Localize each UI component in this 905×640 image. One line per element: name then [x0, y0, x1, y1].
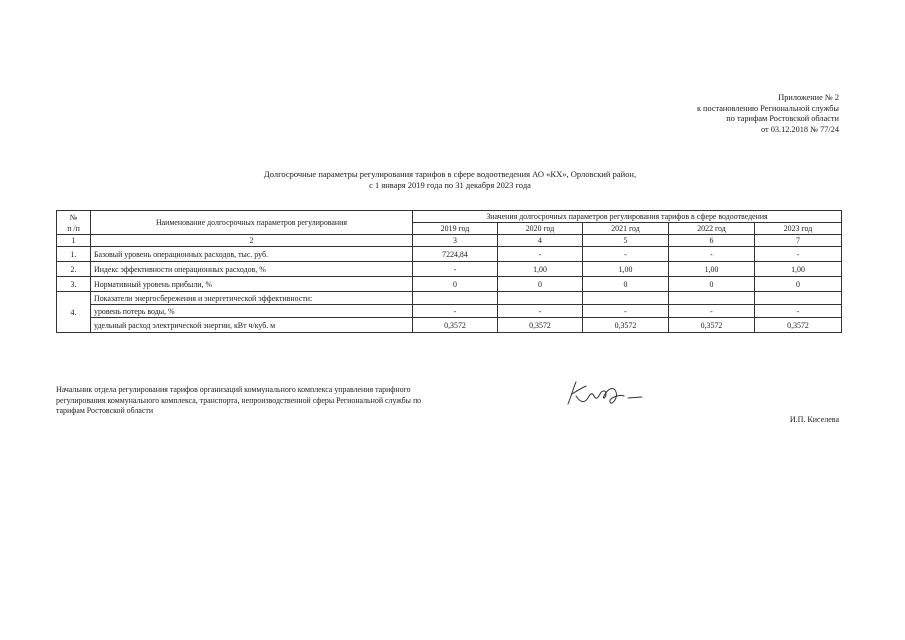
row-value-empty — [669, 292, 755, 305]
row-name: удельный расход электрической энергии, кВт ч/куб. м — [91, 318, 413, 333]
header-name: Наименование долгосрочных параметров регулирования — [91, 211, 413, 235]
row-value: 7224,84 — [413, 247, 498, 262]
row-value: - — [413, 262, 498, 277]
row-num: 1. — [57, 247, 91, 262]
row-value-empty — [583, 292, 669, 305]
table-row — [57, 318, 842, 333]
row-value: - — [669, 247, 755, 262]
row-value-empty — [413, 292, 498, 305]
signer-name: И.П. Киселева — [789, 415, 839, 424]
row-value: 1,00 — [498, 262, 583, 277]
row-value: 0,3572 — [498, 318, 583, 333]
col-number: 7 — [755, 235, 842, 247]
row-value: 1,00 — [583, 262, 669, 277]
header-year: 2021 год — [583, 223, 669, 235]
row-name: Показатели энергосбережения и энергетической эффективности: — [91, 292, 413, 305]
col-number: 5 — [583, 235, 669, 247]
column-number-row — [57, 235, 842, 247]
handwritten-signature — [562, 376, 652, 412]
signer-position — [56, 385, 476, 417]
row-num: 3. — [57, 277, 91, 292]
position-line: тарифам Ростовской области — [56, 406, 154, 415]
row-value: 0 — [755, 277, 842, 292]
header-values-group: Значения долгосрочных параметров регулирования тарифов в сфере водоотведения — [413, 211, 842, 223]
table-row — [57, 262, 842, 277]
row-value: - — [755, 247, 842, 262]
title-line: Долгосрочные параметры регулирования тарифов в сфере водоотведения АО «КХ», Орловский район, — [263, 169, 637, 179]
row-value: - — [583, 247, 669, 262]
header-num-line1: № — [69, 212, 78, 222]
row-value-empty — [755, 292, 842, 305]
header-year: 2019 год — [413, 223, 498, 235]
row-value: 0,3572 — [669, 318, 755, 333]
header-year: 2023 год — [755, 223, 842, 235]
row-value: 0 — [583, 277, 669, 292]
appendix-line: Приложение № 2 — [778, 93, 839, 102]
row-name: Индекс эффективности операционных расходов, % — [91, 262, 413, 277]
appendix-line: по тарифам Ростовской области — [726, 114, 839, 124]
header-year: 2020 год — [498, 223, 583, 235]
appendix-block — [697, 93, 839, 135]
position-line: Начальник отдела регулирования тарифов организаций коммунального комплекса управления тарифного — [56, 385, 411, 394]
row-num: 4. — [57, 292, 91, 333]
row-value: - — [583, 305, 669, 318]
row-value: 1,00 — [669, 262, 755, 277]
position-line: регулирования коммунального комплекса, транспорта, непроизводственной сферы Региональной службы по — [56, 395, 422, 405]
row-value: - — [669, 305, 755, 318]
row-num: 2. — [57, 262, 91, 277]
col-number: 2 — [91, 235, 413, 247]
header-num — [57, 211, 91, 235]
parameters-table — [56, 210, 842, 333]
row-value: 0 — [413, 277, 498, 292]
col-number: 6 — [669, 235, 755, 247]
row-value: 0 — [669, 277, 755, 292]
header-year: 2022 год — [669, 223, 755, 235]
row-name: уровень потерь воды, % — [91, 305, 413, 318]
row-value: 0 — [498, 277, 583, 292]
document-title — [220, 169, 680, 191]
table-row — [57, 247, 842, 262]
row-name: Нормативный уровень прибыли, % — [91, 277, 413, 292]
row-value: 0,3572 — [583, 318, 669, 333]
appendix-line: к постановлению Региональной службы — [696, 103, 839, 113]
row-value: - — [413, 305, 498, 318]
col-number: 4 — [498, 235, 583, 247]
table-row — [57, 292, 842, 305]
table-row — [57, 277, 842, 292]
row-name: Базовый уровень операционных расходов, тыс. руб. — [91, 247, 413, 262]
row-value: - — [498, 247, 583, 262]
col-number: 1 — [57, 235, 91, 247]
table-row — [57, 305, 842, 318]
row-value-empty — [498, 292, 583, 305]
row-value: 0,3572 — [413, 318, 498, 333]
title-line: с 1 января 2019 года по 31 декабря 2023 года — [369, 180, 531, 190]
header-num-line2: п /п — [67, 223, 80, 233]
row-value: 0,3572 — [755, 318, 842, 333]
col-number: 3 — [413, 235, 498, 247]
row-value: - — [498, 305, 583, 318]
appendix-line: от 03.12.2018 № 77/24 — [760, 124, 839, 134]
row-value: - — [755, 305, 842, 318]
table-header-row — [57, 211, 842, 223]
row-value: 1,00 — [755, 262, 842, 277]
